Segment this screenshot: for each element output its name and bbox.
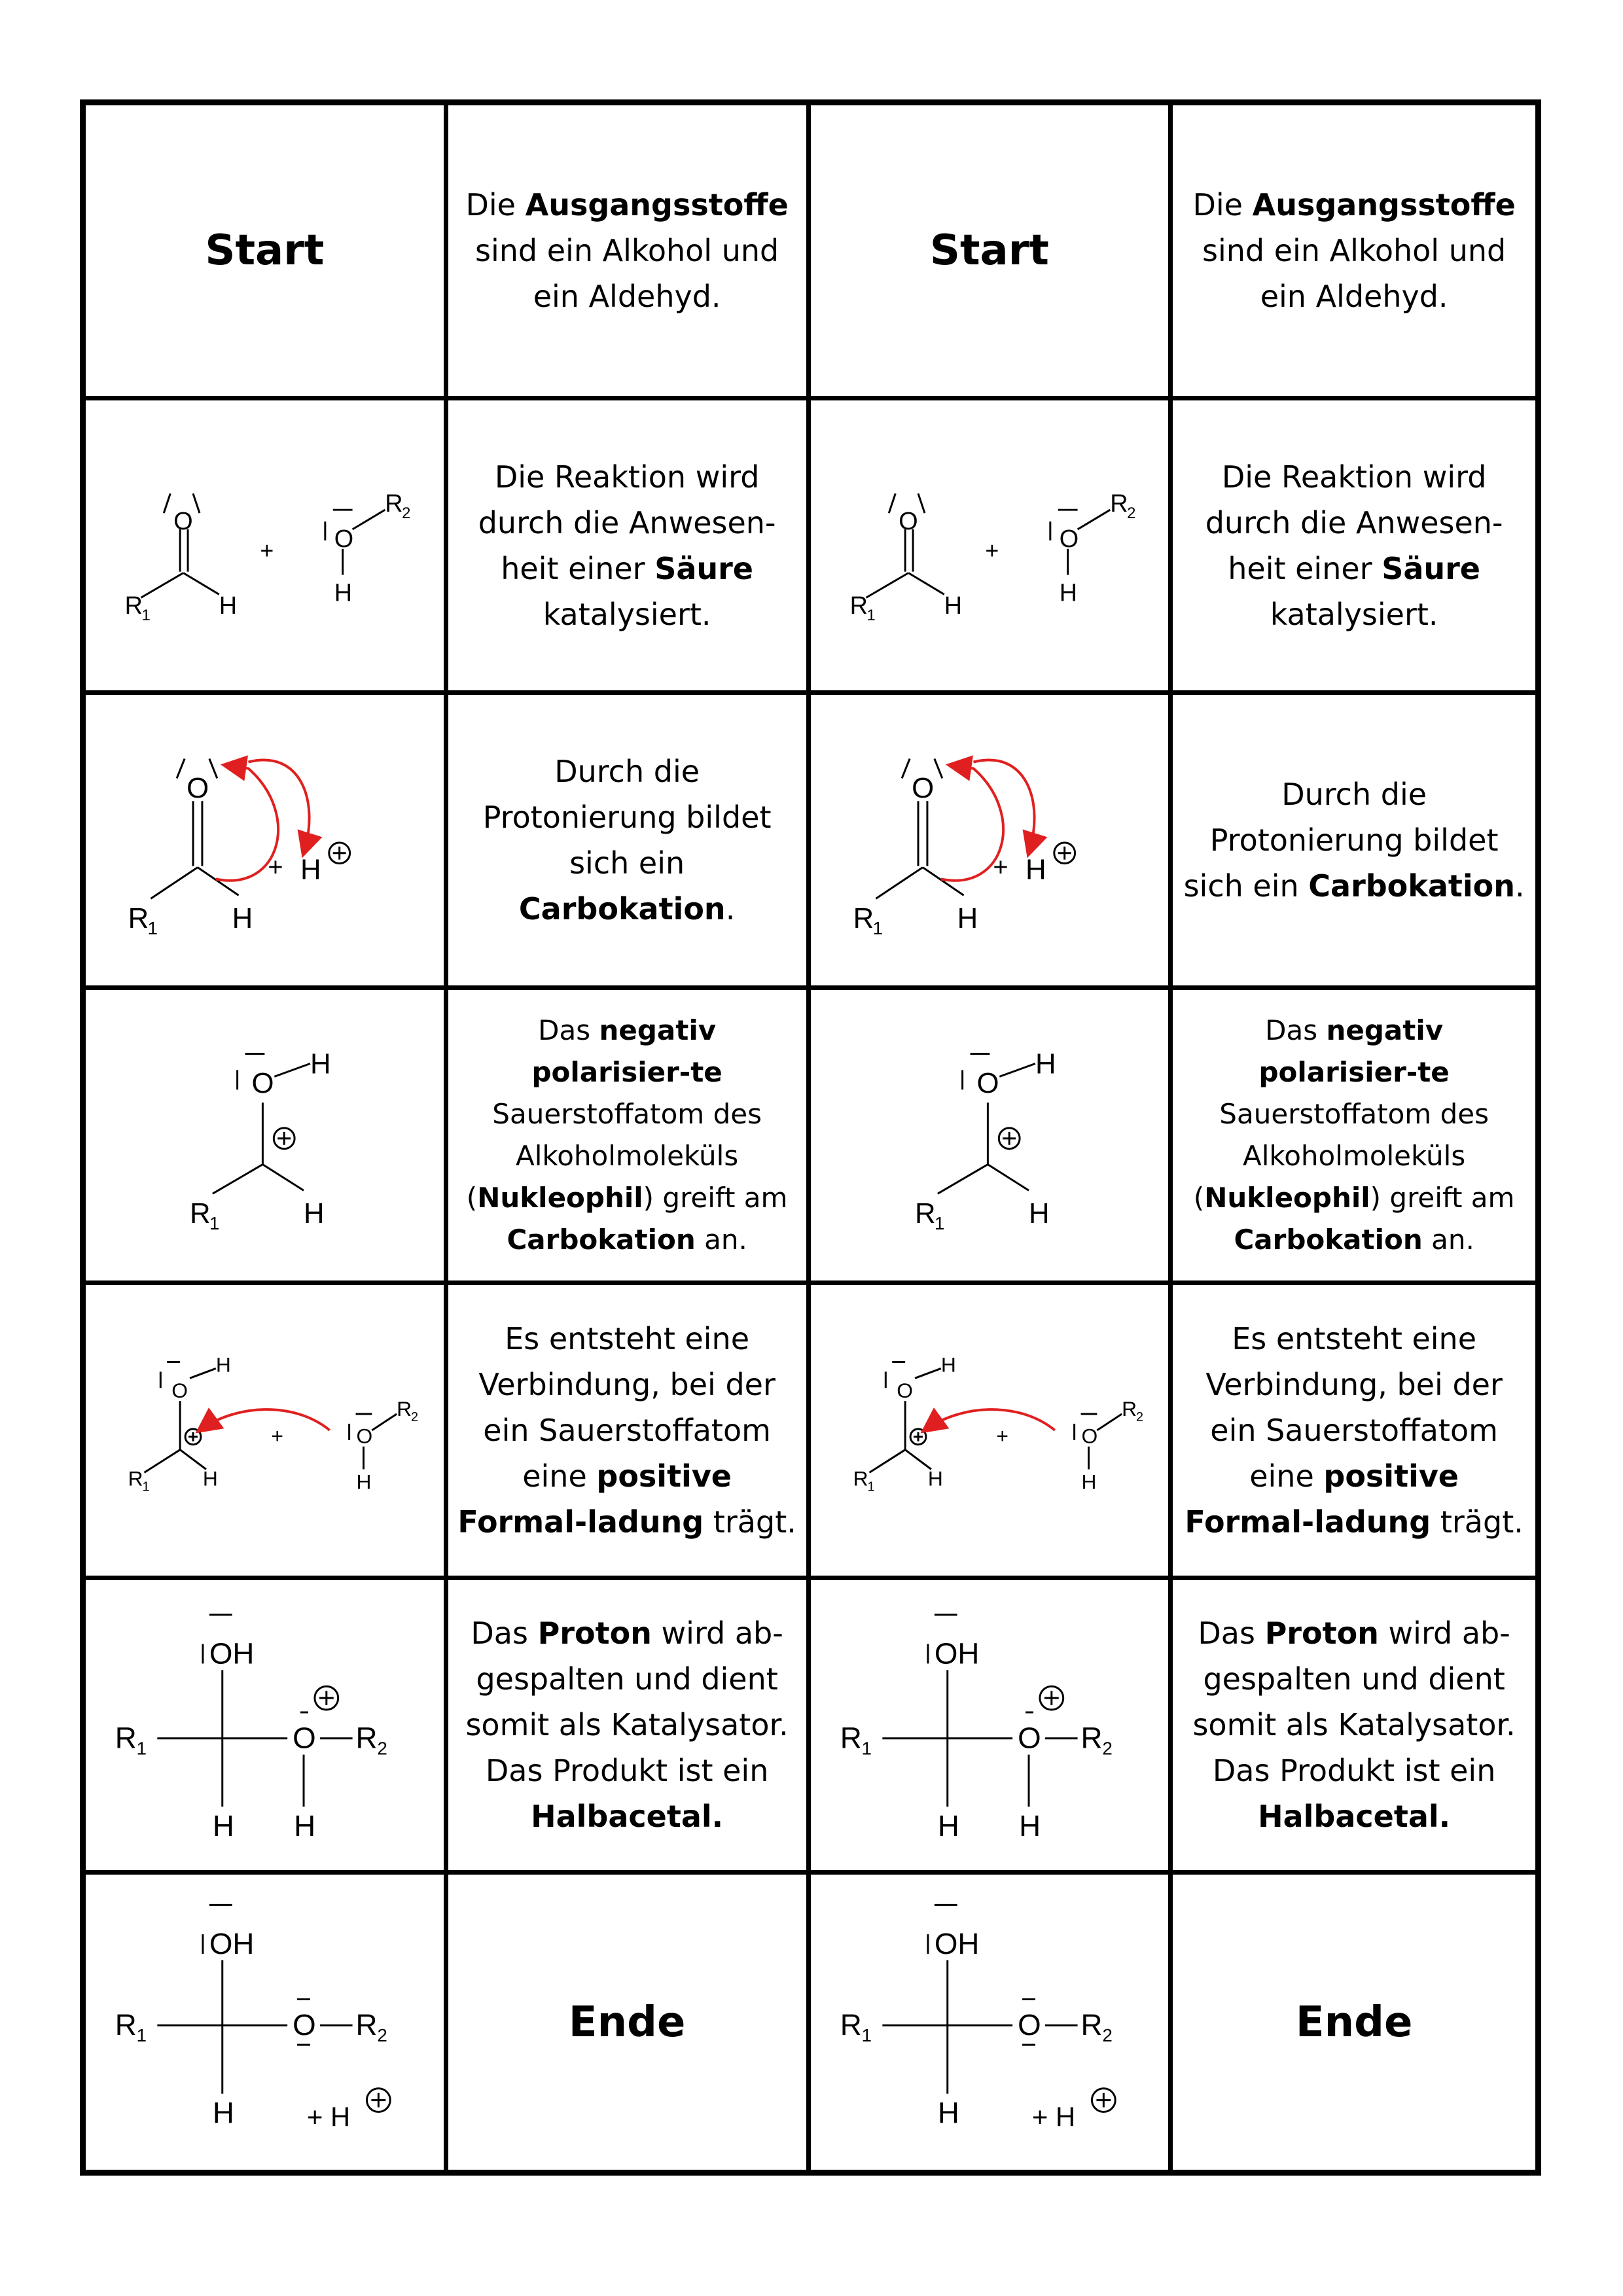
svg-text:O: O [293, 1721, 316, 1755]
svg-text:R: R [1080, 1721, 1103, 1755]
aldehyde-alcohol-structure [86, 400, 444, 691]
svg-text:H: H [1025, 853, 1046, 886]
start-label: Start [205, 226, 325, 275]
card-structure-2-left [86, 400, 448, 696]
card-structure-4-left [86, 990, 448, 1285]
text-carbokation: Durch die Protonierung bildet sich ein Carbokation. [482, 754, 772, 927]
svg-text:+: + [271, 1424, 283, 1448]
svg-text:O: O [334, 525, 354, 553]
card-text-5-left [448, 1285, 811, 1580]
card-text-5-right [1173, 1285, 1535, 1580]
svg-text:2: 2 [1101, 2025, 1113, 2046]
card-structure-7-right [811, 1875, 1173, 2170]
svg-text:R: R [840, 1721, 862, 1755]
svg-text:H: H [334, 579, 353, 607]
svg-text:R: R [853, 902, 874, 935]
card-structure-3-right [811, 695, 1173, 990]
text-saeure: Die Reaktion wird durch die Anwesen-heit einer Säure katalysiert. [478, 459, 776, 632]
svg-text:2: 2 [377, 1738, 387, 1759]
end-label: Ende [1295, 1998, 1413, 2047]
svg-text:1: 1 [136, 1738, 147, 1759]
card-start-right [811, 105, 1173, 400]
svg-text:H: H [294, 1809, 316, 1843]
svg-text:+ H: + H [1031, 2101, 1075, 2132]
svg-text:OH: OH [209, 1636, 255, 1670]
svg-text:2: 2 [1135, 1409, 1143, 1424]
svg-text:R: R [190, 1197, 211, 1230]
svg-text:+: + [984, 537, 999, 564]
svg-text:R: R [397, 1396, 412, 1421]
svg-text:+: + [995, 1424, 1008, 1448]
card-start-left [86, 105, 448, 400]
card-structure-6-left [86, 1580, 448, 1875]
card-text-1-left [448, 105, 811, 400]
svg-text:1: 1 [136, 2025, 147, 2046]
card-text-3-right [1173, 695, 1535, 990]
card-text-6-right [1173, 1580, 1535, 1875]
text-formalladung: Es entsteht eine Verbindung, bei der ein Sauerstoffatom eine positive Formal-ladung trägt. [457, 1320, 796, 1540]
svg-text:+ H: + H [306, 2101, 351, 2132]
nucleophilic-attack-structure [86, 1285, 444, 1576]
svg-text:H: H [944, 592, 962, 620]
oxonium-structure [86, 1580, 444, 1871]
svg-text:R: R [355, 1721, 378, 1755]
svg-text:R: R [849, 592, 868, 620]
svg-text:H: H [212, 2096, 234, 2130]
svg-text:H: H [304, 1197, 325, 1230]
svg-text:H: H [1028, 1197, 1050, 1230]
text-nukleophil: Das negativ polarisier-te Sauerstoffatom des Alkoholmoleküls (Nukleophil) greift am Carbokation an. [466, 1014, 788, 1256]
svg-text:OH: OH [934, 1927, 979, 1961]
svg-text:H: H [300, 853, 321, 886]
svg-text:2: 2 [377, 2025, 387, 2046]
svg-text:H: H [232, 902, 253, 935]
card-structure-4-right [811, 990, 1173, 1285]
card-text-3-left [448, 695, 811, 990]
svg-text:O: O [187, 772, 209, 805]
svg-text:O: O [1081, 1424, 1097, 1448]
svg-text:R: R [115, 1721, 137, 1755]
svg-text:1: 1 [934, 1213, 944, 1234]
svg-text:H: H [940, 1352, 956, 1377]
halbacetal-structure [811, 1875, 1169, 2170]
svg-text:1: 1 [861, 2025, 872, 2046]
svg-text:R: R [853, 1466, 868, 1491]
svg-text:O: O [911, 772, 934, 805]
svg-text:H: H [1018, 1809, 1041, 1843]
svg-text:H: H [356, 1470, 372, 1494]
card-structure-5-right [811, 1285, 1173, 1580]
start-label: Start [929, 226, 1049, 275]
text-ausgangsstoffe: Die Ausgangsstoffe sind ein Alkohol und ein Aldehyd. [1192, 186, 1516, 314]
svg-text:+: + [268, 853, 283, 882]
svg-text:H: H [212, 1809, 234, 1843]
svg-text:1: 1 [872, 918, 883, 939]
protonation-structure [811, 695, 1169, 985]
card-end-left [448, 1875, 811, 2170]
svg-text:H: H [937, 2096, 959, 2130]
protonation-structure [86, 695, 444, 985]
aldehyde-alcohol-structure [811, 400, 1169, 691]
oxonium-structure [811, 1580, 1169, 1871]
svg-text:1: 1 [147, 918, 158, 939]
svg-text:H: H [927, 1466, 943, 1491]
svg-text:O: O [251, 1067, 274, 1100]
svg-text:H: H [1081, 1470, 1097, 1494]
nucleophilic-attack-structure [811, 1285, 1169, 1576]
svg-text:1: 1 [209, 1213, 220, 1234]
card-structure-2-right [811, 400, 1173, 696]
svg-text:2: 2 [402, 504, 411, 522]
svg-text:O: O [171, 1378, 188, 1402]
svg-text:1: 1 [866, 606, 876, 624]
svg-text:R: R [840, 2008, 862, 2042]
svg-text:R: R [128, 1466, 143, 1491]
text-carbokation: Durch die Protonierung bildet sich ein Carbokation. [1183, 777, 1525, 904]
svg-text:H: H [202, 1466, 218, 1491]
svg-text:H: H [215, 1352, 231, 1377]
card-text-2-left [448, 400, 811, 696]
carbocation-structure [86, 990, 444, 1280]
card-structure-6-right [811, 1580, 1173, 1875]
svg-text:O: O [1017, 1721, 1041, 1755]
svg-text:2: 2 [1126, 504, 1135, 522]
card-text-4-left [448, 990, 811, 1285]
svg-text:O: O [1059, 525, 1079, 553]
svg-text:R: R [1080, 2008, 1103, 2042]
card-text-6-left [448, 1580, 811, 1875]
text-nukleophil: Das negativ polarisier-te Sauerstoffatom des Alkoholmoleküls (Nukleophil) greift am Carbokation an. [1193, 1014, 1515, 1256]
svg-text:H: H [310, 1048, 331, 1080]
svg-text:+: + [992, 853, 1008, 882]
svg-text:OH: OH [209, 1927, 255, 1961]
svg-text:R: R [128, 902, 149, 935]
svg-text:R: R [115, 2008, 137, 2042]
svg-text:O: O [1017, 2008, 1041, 2042]
carbocation-structure [811, 990, 1169, 1280]
svg-text:O: O [896, 1378, 913, 1402]
svg-text:H: H [957, 902, 978, 935]
svg-text:O: O [976, 1067, 999, 1100]
svg-text:O: O [173, 507, 193, 535]
svg-text:2: 2 [411, 1409, 419, 1424]
text-formalladung: Es entsteht eine Verbindung, bei der ein Sauerstoffatom eine positive Formal-ladung trägt. [1185, 1320, 1524, 1540]
svg-text:1: 1 [866, 1479, 875, 1494]
end-label: Ende [568, 1998, 686, 2047]
card-structure-7-left [86, 1875, 448, 2170]
svg-text:R: R [385, 489, 403, 518]
svg-text:H: H [937, 1809, 959, 1843]
svg-text:1: 1 [142, 1479, 150, 1494]
svg-text:R: R [1121, 1396, 1137, 1421]
svg-text:R: R [124, 592, 143, 620]
card-structure-5-left [86, 1285, 448, 1580]
svg-text:OH: OH [934, 1636, 979, 1670]
svg-text:H: H [1059, 579, 1077, 607]
svg-text:O: O [293, 2008, 316, 2042]
svg-text:H: H [219, 592, 238, 620]
text-saeure: Die Reaktion wird durch die Anwesen-heit einer Säure katalysiert. [1205, 459, 1503, 632]
domino-grid [80, 99, 1541, 2176]
text-ausgangsstoffe: Die Ausgangsstoffe sind ein Alkohol und ein Aldehyd. [465, 186, 789, 314]
text-halbacetal: Das Proton wird ab-gespalten und dient somit als Katalysator. Das Produkt ist ein Halbacetal. [1192, 1616, 1516, 1835]
svg-text:O: O [898, 507, 918, 535]
halbacetal-structure [86, 1875, 444, 2170]
svg-text:1: 1 [141, 606, 151, 624]
svg-text:O: O [356, 1424, 373, 1448]
svg-text:R: R [1109, 489, 1128, 518]
card-end-right [1173, 1875, 1535, 2170]
text-halbacetal: Das Proton wird ab-gespalten und dient somit als Katalysator. Das Produkt ist ein Halbacetal. [465, 1616, 789, 1835]
card-text-1-right [1173, 105, 1535, 400]
svg-text:1: 1 [861, 1738, 872, 1759]
svg-text:2: 2 [1101, 1738, 1113, 1759]
svg-text:+: + [260, 537, 274, 564]
svg-text:R: R [355, 2008, 378, 2042]
svg-text:H: H [1035, 1048, 1056, 1080]
card-text-2-right [1173, 400, 1535, 696]
card-text-4-right [1173, 990, 1535, 1285]
svg-text:R: R [914, 1197, 936, 1230]
card-structure-3-left [86, 695, 448, 990]
